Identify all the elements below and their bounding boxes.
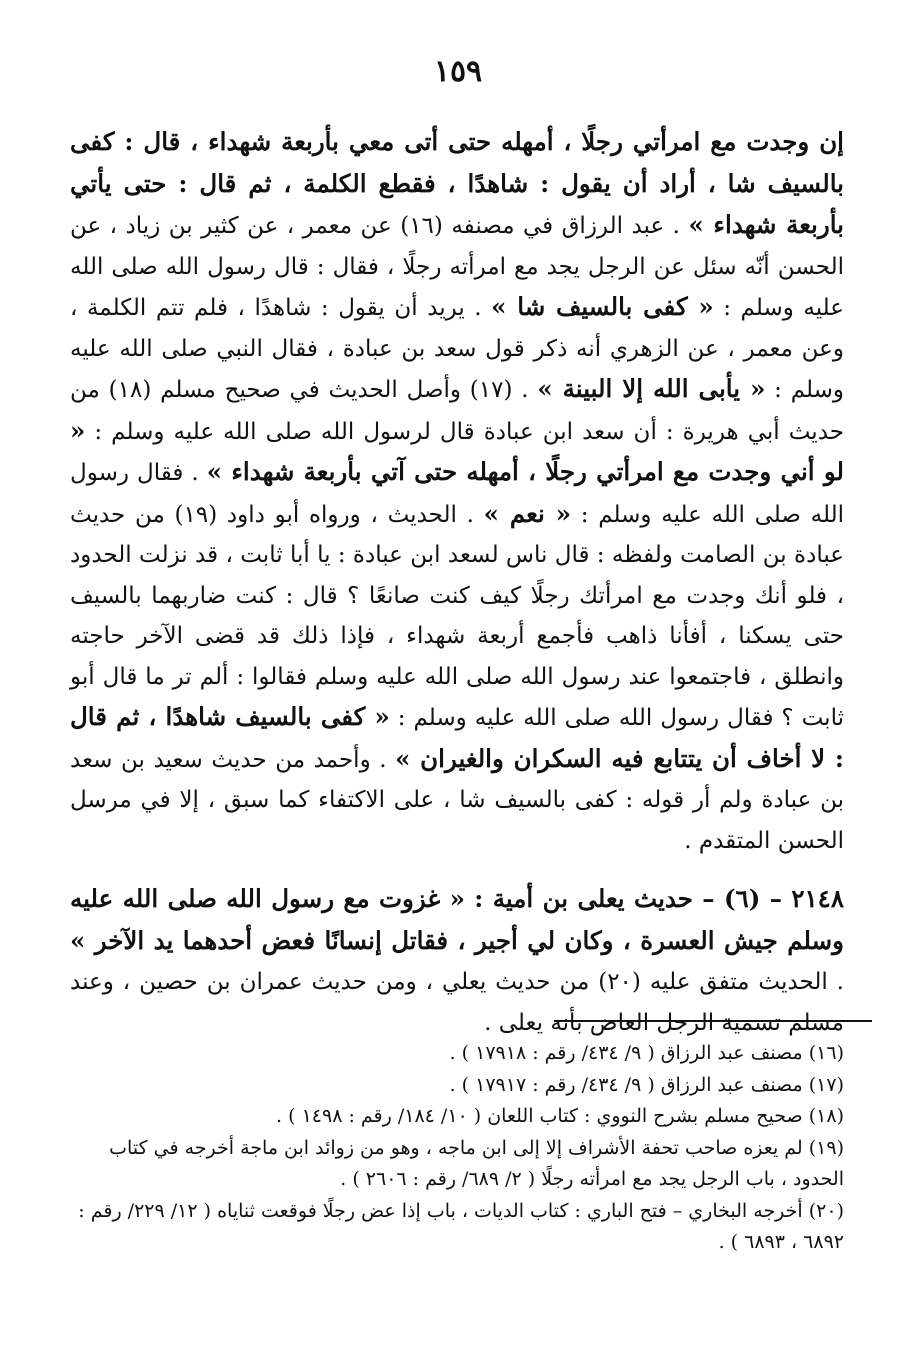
hadith-heading: ٢١٤٨ – (٦) – حديث يعلى بن أمية : « غزوت مع رسول الله صلى الله عليه وسلم جيش العسرة ، وكان لي أجير ، فقاتل إنسانًا فعض أحدهما يد الآخر » (70, 884, 844, 955)
footnote: (١٦) مصنف عبد الرزاق ( ٩/ ٤٣٤/ رقم : ١٧٩١٨ ) . (449, 1042, 844, 1064)
bold-quote: « نعم » (483, 498, 572, 528)
paragraph (70, 879, 844, 1043)
text-segment: . الحديث متفق عليه (٢٠) من حديث يعلي ، ومن حديث عمران بن حصين ، وعند مسلم تسمية الرجل العاض بأنه يعلى . (70, 969, 844, 1036)
text-segment: . يريد أن يقول : شاهدًا ، فلم تتم الكلمة ، وعن معمر ، عن الزهري أنه ذكر قول سعد بن عبادة ، فقال النبي صلى الله عليه وسلم : (70, 295, 845, 403)
text-segment: . الحديث ، ورواه أبو داود (١٩) من حديث عبادة بن الصامت ولفظه : قال ناس لسعد ابن عبادة : يا أبا ثابت ، قد نزلت الحدود ، فلو أنك وجدت مع امرأتك رجلًا كيف كنت صانعًا ؟ قال : كنت ضاربهما بالسيف حتى يسكنا ، أفأنا ذاهب فأجمع أربعة شهداء ، فإذا ذلك قد قضى الآخر حاجته وانطلق ، فاجتمعوا عند رسول الله صلى الله عليه وسلم فقالوا : ألم تر ما قال أبو ثابت ؟ فقال رسول الله صلى الله عليه وسلم : (70, 501, 844, 731)
text-segment: . عبد الرزاق في مصنفه (١٦) عن معمر ، عن كثير بن زياد ، عن الحسن أنّه سئل عن الرجل يجد مع امرأته رجلًا ، فقال : قال رسول الله صلى الله عليه وسلم : (70, 213, 844, 321)
footnote: (١٨) صحيح مسلم بشرح النووي : كتاب اللعان ( ١٠/ ١٨٤/ رقم : ١٤٩٨ ) . (276, 1105, 844, 1127)
text-segment: . (١٧) وأصل الحديث في صحيح مسلم (١٨) من حديث أبي هريرة : أن سعد ابن عبادة قال لرسول الله صلى الله عليه وسلم : (70, 377, 844, 445)
bold-quote: « كفى بالسيف شا » (491, 292, 714, 321)
text-segment: . فقال رسول الله صلى الله عليه وسلم : (70, 460, 844, 528)
footnote-divider (554, 1020, 872, 1022)
text-segment: . وأحمد من حديث سعيد بن سعد بن عبادة ولم أر قوله : كفى بالسيف شا ، على الاكتفاء كما سبق ، إلا في مرسل الحسن المتقدم . (70, 746, 844, 854)
paragraph (70, 122, 844, 861)
page-number: ١٥٩ (433, 54, 483, 89)
main-text (70, 122, 844, 1043)
bold-quote: « لو أني وجدت مع امرأتي رجلًا ، أمهله حتى آتي بأربعة شهداء » (70, 415, 844, 486)
footnotes (70, 1038, 844, 1259)
bold-quote: إن وجدت مع امرأتي رجلًا ، أمهله حتى أتى معي بأربعة شهداء ، قال : كفى بالسيف شا ، أراد أن يقول : شاهدًا ، فقطع الكلمة ، ثم قال : حتى يأتي بأربعة شهداء » (70, 127, 844, 239)
footnote: (١٩) لم يعزه صاحب تحفة الأشراف إلا إلى ابن ماجه ، وهو من زوائد ابن ماجة أخرجه في كتاب الحدود ، باب الرجل يجد مع امرأته رجلًا ( ٢/ ٦٨٩/ رقم : ٢٦٠٦ ) . (109, 1136, 844, 1190)
footnote: (١٧) مصنف عبد الرزاق ( ٩/ ٤٣٤/ رقم : ١٧٩١٧ ) . (449, 1073, 844, 1096)
bold-quote: « كفى بالسيف شاهدًا ، ثم قال : لا أخاف أن يتتابع فيه السكران والغيران » (70, 702, 844, 773)
bold-quote: « يأبى الله إلا البينة » (537, 374, 766, 403)
footnote: (٢٠) أخرجه البخاري – فتح الباري : كتاب الديات ، باب إذا عض رجلًا فوقعت ثناياه ( ١٢/ ٢٢٩/ رقم : ٦٨٩٢ ، ٦٨٩٣ ) . (78, 1199, 844, 1253)
